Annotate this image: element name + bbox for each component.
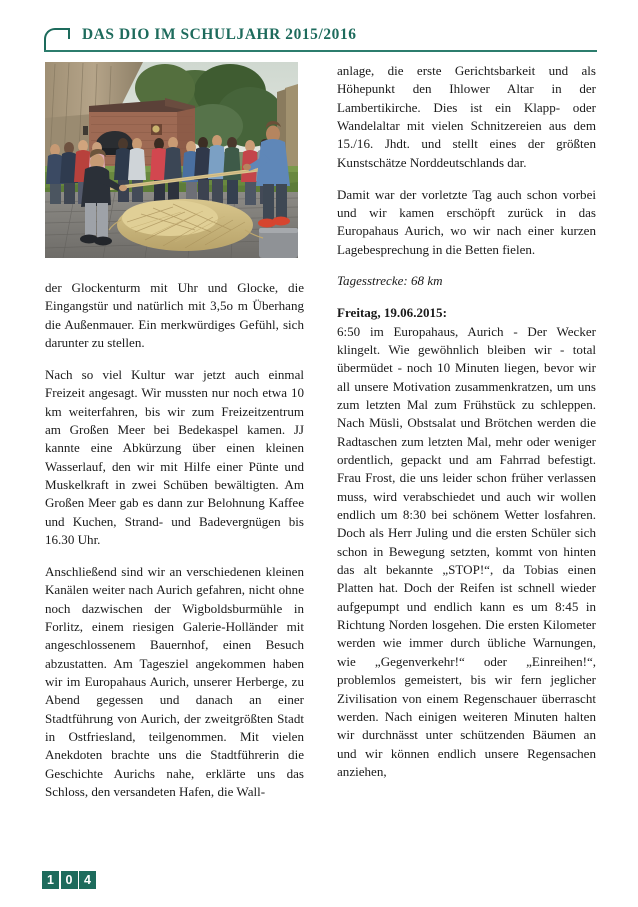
- paragraph: der Glockenturm mit Uhr und Glocke, die Eingangstür und natürlich mit 3,5o m Überhang die Außenmauer. Ein merkwürdiges Gefühl, sich darunter zu stellen.: [45, 280, 304, 351]
- page-number-digit: 0: [61, 871, 78, 889]
- paragraph: anlage, die erste Gerichtsbarkeit und als Höhepunkt den Ihlower Altar in der Lambertikirche. Dies ist ein Klapp- oder Wandelaltar mit vielen Schnitzereien aus dem 15./16. Jhdt. und stellt eines der größten Kunstschätze Norddeutschlands dar.: [337, 63, 596, 170]
- paragraph: Anschließend sind wir an verschiedenen kleinen Kanälen weiter nach Aurich gefahren, nicht ohne noch dazwischen der Wigboldsburmühle in Forlitz, einem riesigen Galerie-Holländer mit angeschlossenem Bauernhof, einen Besuch abzustatten. Am Tagesziel angekommen haben wir im Europahaus Aurich, unserer Herberge, zu Abend gegessen und danach an einer Stadtführung von Aurich, der zweitgrößten Stadt in Ostfriesland, teilgenommen. Mit vielen Anekdoten brachte uns die Stadtführerin die Geschichte Aurichs nahe, erklärte uns das Schloss, den versandeten Hafen, die Wall-: [45, 563, 304, 799]
- bracket-tick-icon: [68, 28, 70, 39]
- right-text-column: [337, 62, 596, 781]
- photo-illustration: [45, 62, 298, 258]
- page-title: DAS DIO IM SCHULJAHR 2015/2016: [82, 26, 357, 43]
- left-text-column: [45, 279, 304, 801]
- page-number: [42, 871, 96, 889]
- page-number-digit: 1: [42, 871, 59, 889]
- header-rule: [44, 50, 597, 52]
- rounded-corner-bracket-icon: [44, 28, 70, 50]
- article-photo: [45, 62, 298, 258]
- page-number-digit: 4: [79, 871, 96, 889]
- paragraph: 6:50 im Europahaus, Aurich - Der Wecker klingelt. Wie gewöhnlich bleiben wir - total übermüdet - noch 10 Minuten liegen, bevor wir all unsere Motivation zusammenkratzen, um uns zum letzten Mal zum Frühstück zu schleppen. Nach Müsli, Obstsalat und Brötchen werden die Radtaschen zum letzten Mal, mehr oder weniger ordentlich, gepackt und am Fahrrad befestigt. Frau Frost, die uns leider schon früher verlassen muss, wird verabschiedet und auch wir wollen endlich um 8:30 bei schönem Wetter losfahren. Doch als Herr Juling und die ersten Schüler sich schon in Bewegung setzten, kommt von hinten das alt bekannte „STOP!“, da Tobias einen Platten hat. Doch der Reifen ist schnell wieder aufgepumpt und endlich kann es um 8:45 in Richtung Norden losgehen. Die ersten Kilometer werden wie immer durch übliche Warnungen, wie „Gegenverkehr!“ oder „Einreihen!“, problemlos gemeistert, bis wir fern jeglicher Zivilisation von einem Regenschauer überrascht werden. Nach einigen weiteren Minuten halten wir durchnässt unter schützenden Bäumen an und wir können endlich unsere Regensachen anziehen,: [337, 323, 596, 779]
- day-heading: Freitag, 19.06.2015:: [337, 305, 447, 321]
- paragraph: Nach so viel Kultur war jetzt auch einmal Freizeit angesagt. Wir mussten nur noch etwa 10 km weiterfahren, bis wir zum Freizeitzentrum am Großen Meer bei Bedekaspel kamen. JJ kannte eine Abkürzung über einen kleinen Wasserlauf, den wir mit Hilfe einer Pünte und Muskelkraft in zwei Schüben bewältigten. Am Großen Meer gab es dann zur Belohnung Kaffee und Kuchen, Strand- und Badevergnügen bis 16.30 Uhr.: [45, 366, 304, 547]
- page-header: [44, 26, 597, 54]
- day-distance-note: Tagesstrecke: 68 km: [337, 273, 443, 289]
- paragraph: Damit war der vorletzte Tag auch schon vorbei und wir kamen erschöpft zurück in das Europahaus Aurich, wo wir nach einer kurzen Lagebesprechung in die Betten fielen.: [337, 186, 596, 257]
